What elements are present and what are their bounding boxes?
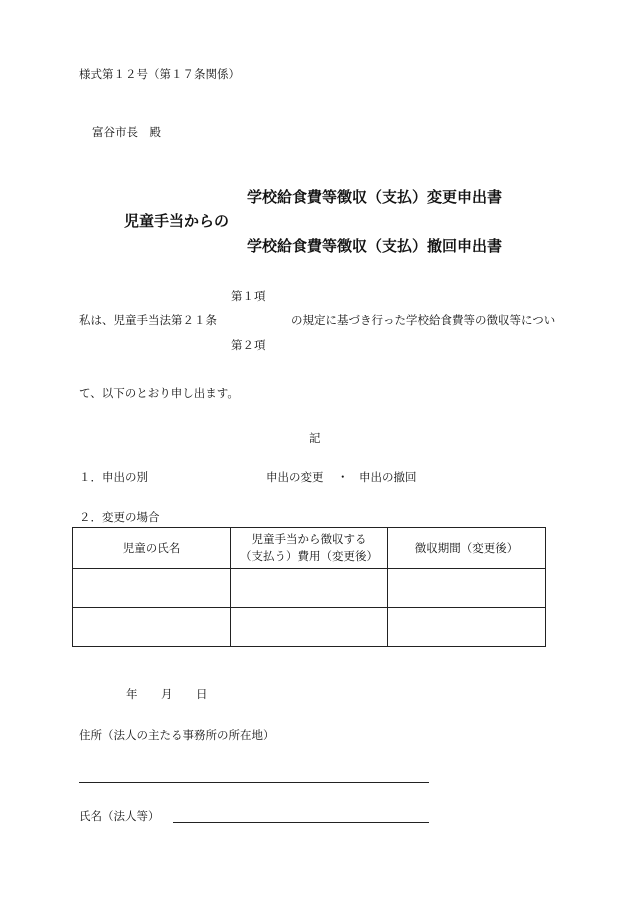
option-withdraw[interactable]: 申出の撤回 xyxy=(359,470,417,484)
column-child-name: 児童の氏名 xyxy=(73,528,231,569)
title-withdraw: 学校給食費等徴収（支払）撤回申出書 xyxy=(247,237,503,255)
date-day: 日 xyxy=(196,687,208,701)
cell-fee[interactable] xyxy=(231,608,388,647)
body-line-end: の規定に基づき行った学校給食費等の徴収等につい xyxy=(291,313,556,327)
address-line[interactable] xyxy=(79,782,429,783)
cell-period[interactable] xyxy=(388,569,546,608)
ki-label: 記 xyxy=(309,431,321,445)
option-separator: ・ xyxy=(337,470,349,484)
cell-fee[interactable] xyxy=(231,569,388,608)
date-month: 月 xyxy=(161,687,173,701)
addressee: 富谷市長 殿 xyxy=(92,125,161,139)
table-row xyxy=(73,569,546,608)
cell-period[interactable] xyxy=(388,608,546,647)
title-change: 学校給食費等徴収（支払）変更申出書 xyxy=(247,188,503,206)
column-fee xyxy=(231,528,388,569)
column-fee-line2: （支払う）費用（変更後） xyxy=(240,549,378,563)
option-change[interactable]: 申出の変更 xyxy=(266,470,324,484)
column-fee-line1: 児童手当から徴収する xyxy=(251,532,367,546)
table-header-row xyxy=(73,528,546,569)
table-row xyxy=(73,608,546,647)
name-label: 氏名（法人等） xyxy=(79,809,160,823)
clause-2: 第２項 xyxy=(231,338,266,352)
date-year: 年 xyxy=(126,687,138,701)
address-label: 住所（法人の主たる事務所の所在地） xyxy=(79,728,275,742)
clause-1: 第１項 xyxy=(231,289,266,303)
column-period: 徴収期間（変更後） xyxy=(388,528,546,569)
change-table xyxy=(72,527,546,647)
cell-child-name[interactable] xyxy=(73,569,231,608)
body-line-start: 私は、児童手当法第２１条 xyxy=(79,313,217,327)
cell-child-name[interactable] xyxy=(73,608,231,647)
title-prefix: 児童手当からの xyxy=(124,212,230,230)
item1-label: １．申出の別 xyxy=(79,470,148,484)
name-line[interactable] xyxy=(173,822,429,823)
form-number: 様式第１２号（第１７条関係） xyxy=(79,67,240,81)
body-line-2: て、以下のとおり申し出ます。 xyxy=(79,386,239,400)
item2-label: ２．変更の場合 xyxy=(79,510,160,524)
